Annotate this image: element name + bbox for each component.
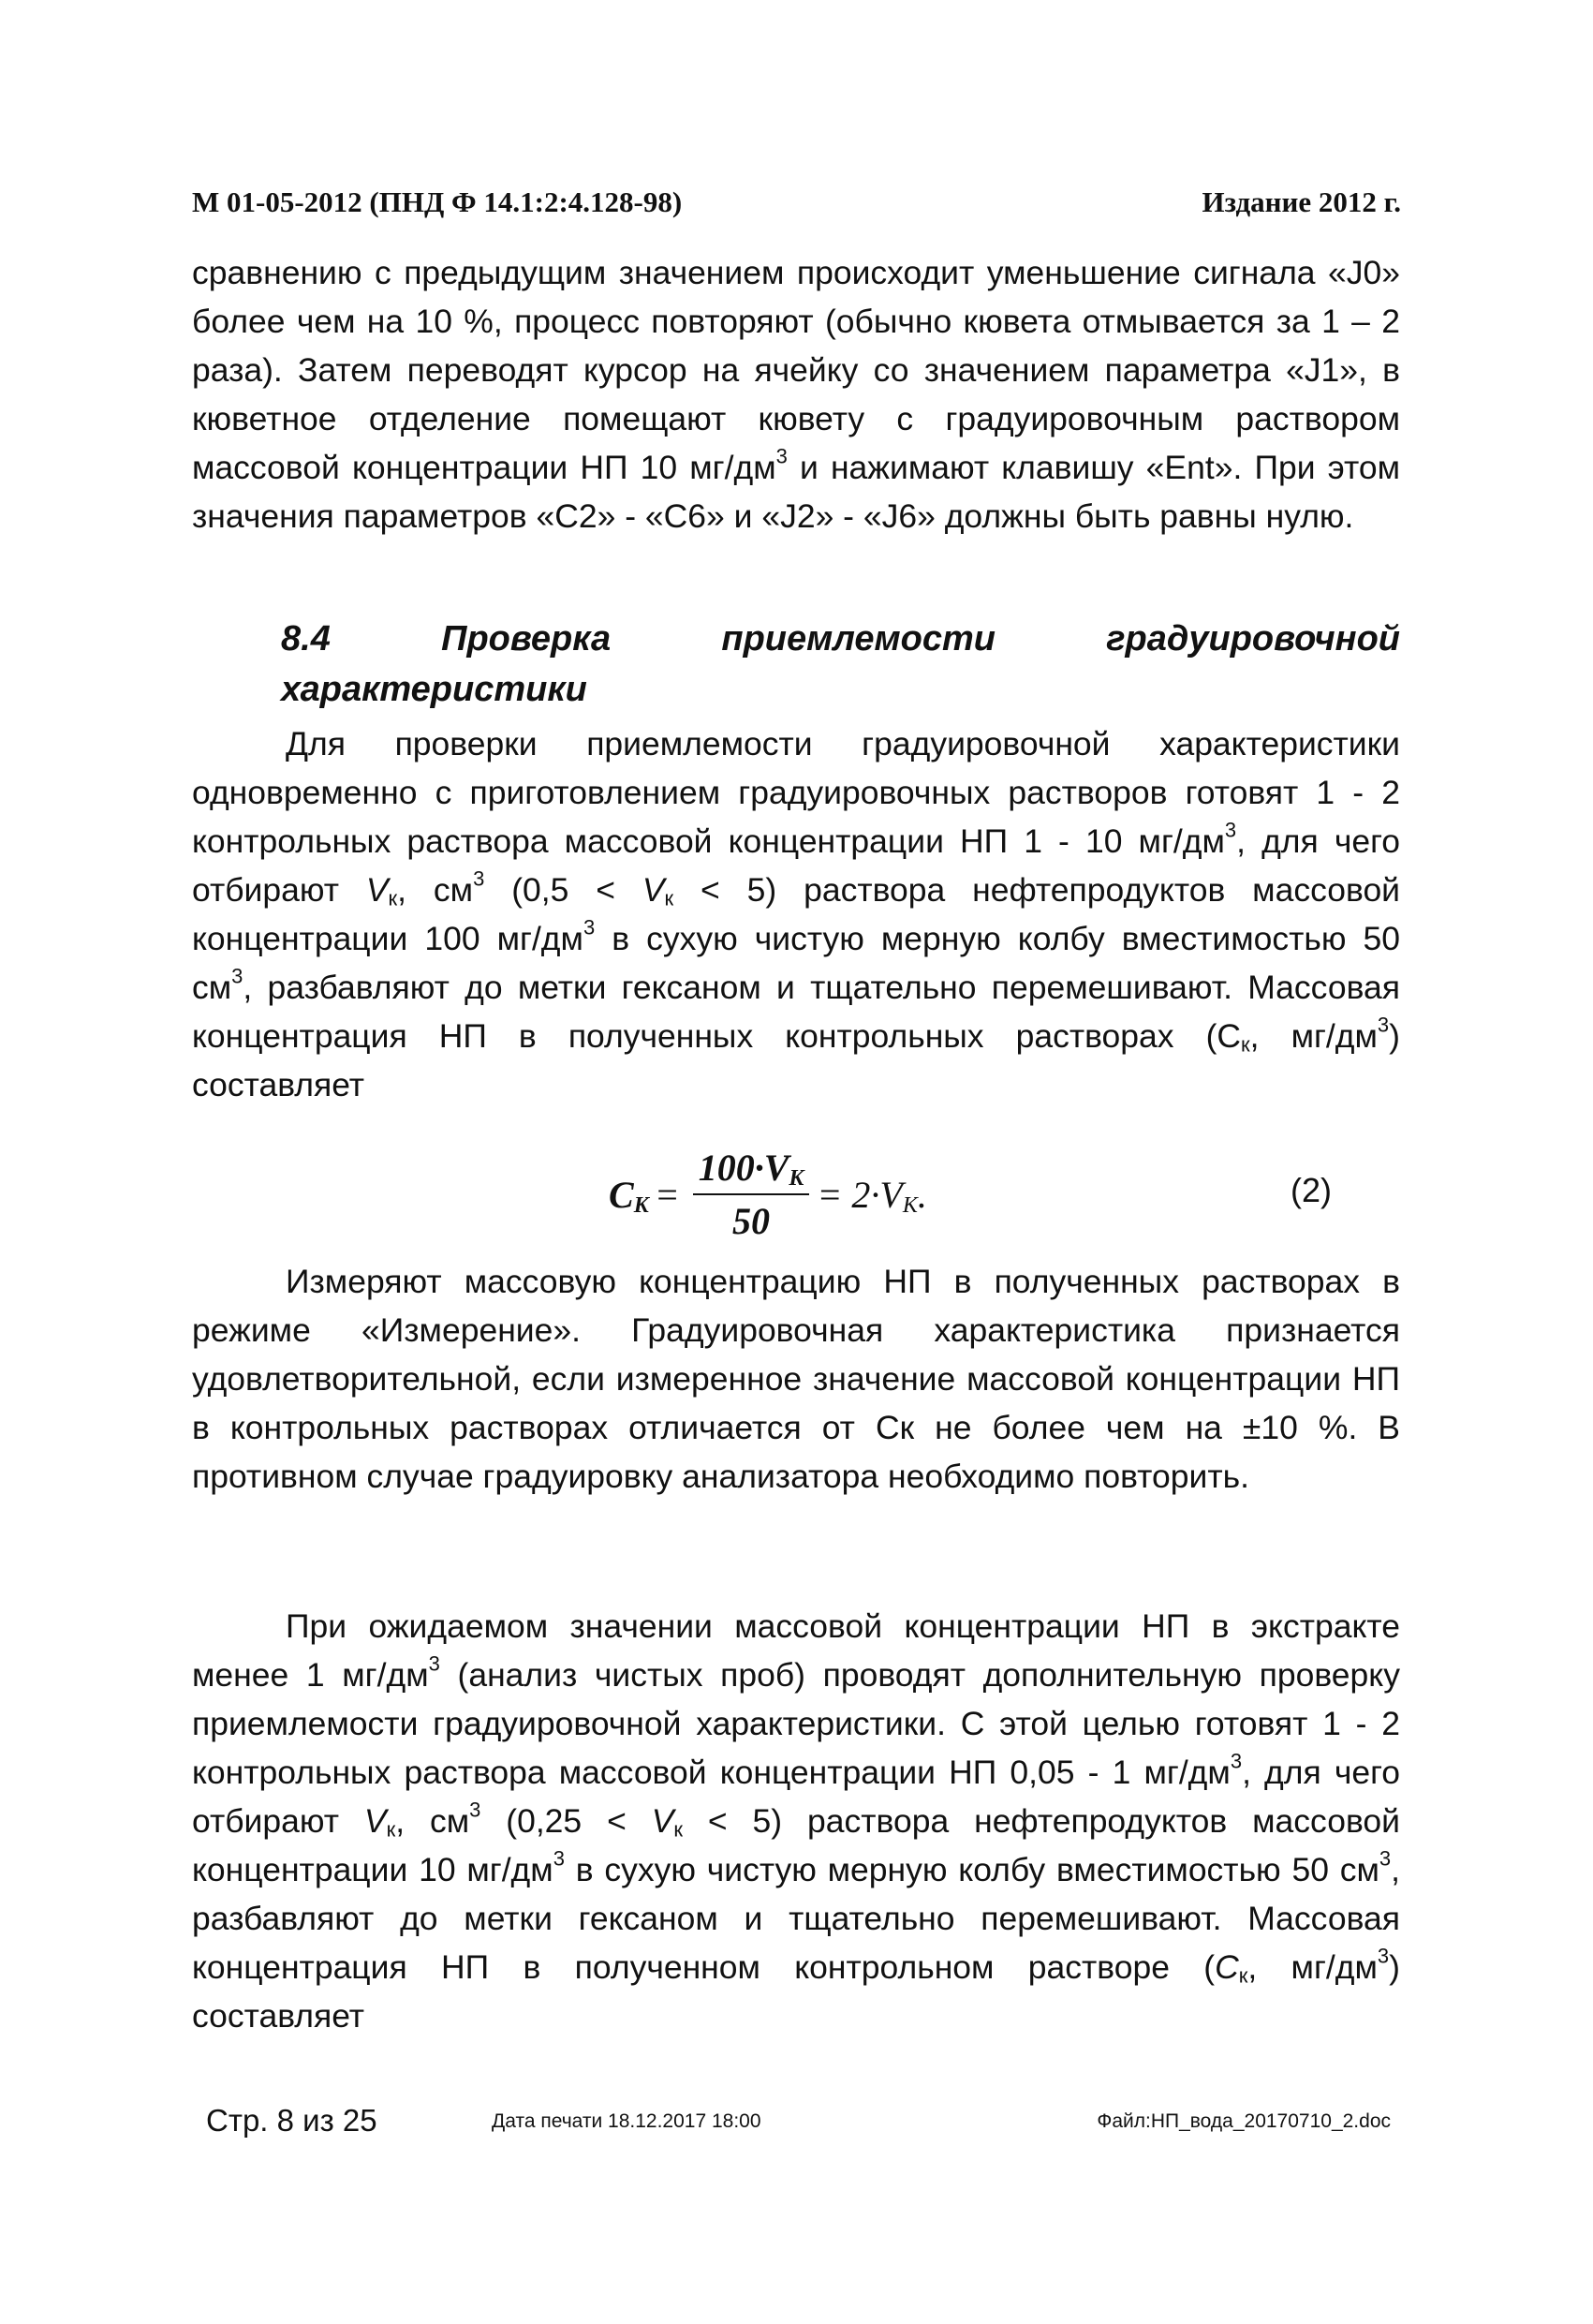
equation-number: (2) (1291, 1171, 1332, 1209)
text-run: < 5) раствора нефтепродуктов массовой концентрации 100 мг/дм (192, 871, 1401, 957)
superscript: 3 (1379, 1846, 1392, 1871)
text-run: , мг/дм (1249, 1017, 1378, 1055)
file-name: Файл:НП_вода_20170710_2.doc (1097, 2110, 1391, 2132)
superscript: 3 (473, 866, 485, 891)
paragraph-continuation (192, 248, 1400, 540)
text-run: , см (395, 1802, 470, 1840)
superscript: 3 (1230, 1749, 1243, 1773)
equation-2 (609, 1129, 927, 1260)
superscript: 3 (1224, 818, 1237, 842)
print-date: Дата печати 18.12.2017 18:00 (492, 2110, 761, 2132)
text-run: сравнению с предыдущим значением происходит уменьшение сигнала «J0» более чем на 10 %, процесс повторяют (обычно кювета отмывается за 1 – 2 раза). Затем переводят курсор на ячейку со значением параметра «J1», в кюветное отделение помещают кювету с градуировочным раствором массовой концентрации НП 10 мг/дм (192, 254, 1400, 486)
equals-sign: = (654, 1173, 680, 1216)
page-header (192, 185, 1401, 219)
text-run: , мг/дм (1247, 1948, 1378, 1986)
superscript: 3 (231, 964, 243, 988)
page-number: Стр. 8 из 25 (206, 2103, 377, 2138)
superscript: 3 (583, 915, 596, 940)
formula-lhs: $C_K$ (609, 1173, 649, 1218)
text-run: в сухую чистую мерную колбу вместимостью 50 см (564, 1851, 1379, 1888)
paragraph-measurement: Измеряют массовую концентрацию НП в полученных растворах в режиме «Измерение». Градуировочная характеристика признается удовлетворительной, если измеренное значение массовой концентрации НП в контрольных растворах отличается от Ск не более чем на ±10 %. В противном случае градуировку анализатора необходимо повторить. (192, 1263, 1400, 1495)
text-run: (0,5 < (484, 871, 642, 909)
document-id: М 01-05-2012 (ПНД Ф 14.1:2:4.128-98) (192, 185, 683, 218)
text-run: , разбавляют до метки гексаном и тщательно перемешивают. Массовая концентрация НП в полученных контрольных растворах (С (192, 969, 1400, 1055)
text-run: < 5) раствора нефтепродуктов массовой концентрации 10 мг/дм (192, 1802, 1400, 1888)
subscript: к (673, 1817, 684, 1842)
subscript: к (1241, 1032, 1250, 1057)
text-run: ) составляет (192, 1948, 1400, 2035)
text-run: , разбавляют до метки гексаном и тщательно перемешивают. Массовая концентрация НП в полученном контрольном растворе ( (192, 1851, 1401, 1986)
text-run: При ожидаемом значении массовой концентрации НП в экстракте менее 1 мг/дм (192, 1607, 1400, 1694)
fraction-numerator: $100\cdot V_K$ (693, 1146, 810, 1195)
text-run: , см (397, 871, 474, 909)
fraction-denominator: 50 (732, 1200, 771, 1242)
page-footer (206, 2103, 1405, 2140)
text-run: , для чего отбирают (192, 822, 1400, 909)
text-run: ) составляет (192, 1017, 1400, 1103)
section-heading: 8.4 Проверка приемлемости градуировочной характеристики (281, 619, 1400, 709)
paragraph-control-solutions (192, 719, 1400, 1109)
variable: V (651, 1802, 674, 1840)
subscript: к (1238, 1963, 1248, 1988)
superscript: 3 (469, 1798, 481, 1822)
paragraph-additional-check (192, 1602, 1400, 2040)
formula-rhs: = $2\cdot V_K$. (817, 1173, 927, 1218)
variable: V (642, 871, 665, 909)
subscript: к (386, 1817, 396, 1842)
text-run: (анализ чистых проб) проводят дополнительную проверку приемлемости градуировочной характеристики. С этой целью готовят 1 - 2 контрольных раствора массовой концентрации НП 0,05 - 1 мг/дм (192, 1656, 1400, 1791)
edition-label: Издание 2012 г. (1202, 185, 1401, 218)
variable: V (365, 871, 389, 909)
subscript: к (664, 886, 674, 910)
subscript: к (388, 886, 398, 910)
superscript: 3 (1377, 1944, 1390, 1968)
superscript: 3 (553, 1846, 565, 1871)
text-run: (0,25 < (480, 1802, 652, 1840)
text-run: в сухую чистую мерную колбу вместимостью 50 см (192, 920, 1400, 1006)
variable: С (1215, 1948, 1239, 1986)
superscript: 3 (775, 444, 788, 468)
variable: V (363, 1802, 387, 1840)
superscript: 3 (428, 1651, 440, 1676)
text-run: и нажимают клавишу «Ent». При этом значения параметров «C2» - «C6» и «J2» - «J6» должны быть равны нулю. (192, 449, 1400, 535)
formula-fraction (693, 1146, 810, 1243)
superscript: 3 (1377, 1013, 1390, 1037)
text-run: , для чего отбирают (192, 1754, 1400, 1840)
text-run: Для проверки приемлемости градуировочной характеристики одновременно с приготовлением градуировочных растворов готовят 1 - 2 контрольных раствора массовой концентрации НП 1 - 10 мг/дм (192, 725, 1400, 860)
